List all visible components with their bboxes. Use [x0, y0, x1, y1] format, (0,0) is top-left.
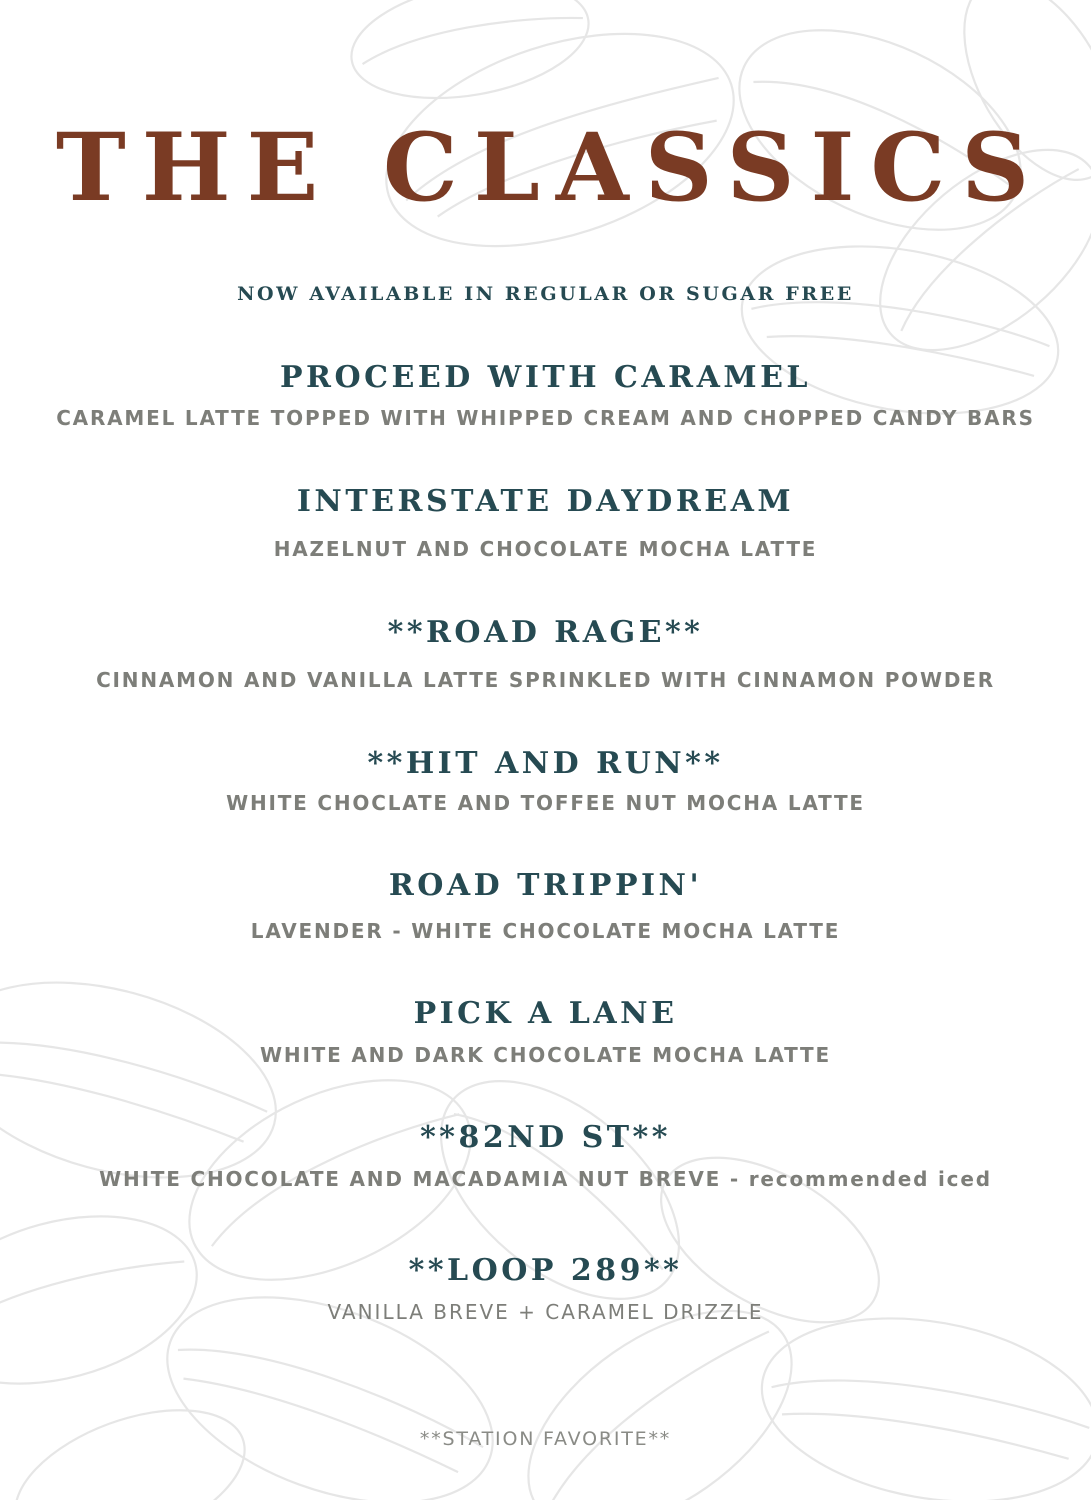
item-description-loop-289: VANILLA BREVE + CARAMEL DRIZZLE — [327, 1300, 764, 1324]
item-name-interstate-daydream: INTERSTATE DAYDREAM — [296, 484, 795, 519]
item-name-loop-289: **LOOP 289** — [408, 1253, 683, 1288]
item-description-road-trippin: LAVENDER - WHITE CHOCOLATE MOCHA LATTE — [250, 919, 841, 943]
item-description-proceed-with-caramel: CARAMEL LATTE TOPPED WITH WHIPPED CREAM AND CHOPPED CANDY BARS — [56, 406, 1035, 430]
item-name-hit-and-run: **HIT AND RUN** — [367, 746, 724, 781]
item-description-interstate-daydream: HAZELNUT AND CHOCOLATE MOCHA LATTE — [273, 537, 818, 561]
menu-subtitle: NOW AVAILABLE IN REGULAR OR SUGAR FREE — [237, 283, 854, 305]
item-description-pick-a-lane: WHITE AND DARK CHOCOLATE MOCHA LATTE — [260, 1043, 831, 1067]
item-name-pick-a-lane: PICK A LANE — [413, 996, 678, 1031]
item-name-road-trippin: ROAD TRIPPIN' — [388, 868, 703, 903]
station-favorite-footnote: **STATION FAVORITE** — [419, 1428, 672, 1450]
item-description-road-rage: CINNAMON AND VANILLA LATTE SPRINKLED WITH CINNAMON POWDER — [96, 668, 995, 692]
item-name-proceed-with-caramel: PROCEED WITH CARAMEL — [279, 360, 812, 395]
menu-title: THE CLASSICS — [55, 113, 1046, 223]
item-name-82nd-st: **82ND ST** — [420, 1120, 671, 1155]
item-description-82nd-st: WHITE CHOCOLATE AND MACADAMIA NUT BREVE - recommended iced — [99, 1167, 992, 1191]
item-name-road-rage: **ROAD RAGE** — [387, 615, 704, 650]
item-description-hit-and-run: WHITE CHOCLATE AND TOFFEE NUT MOCHA LATTE — [226, 791, 865, 815]
